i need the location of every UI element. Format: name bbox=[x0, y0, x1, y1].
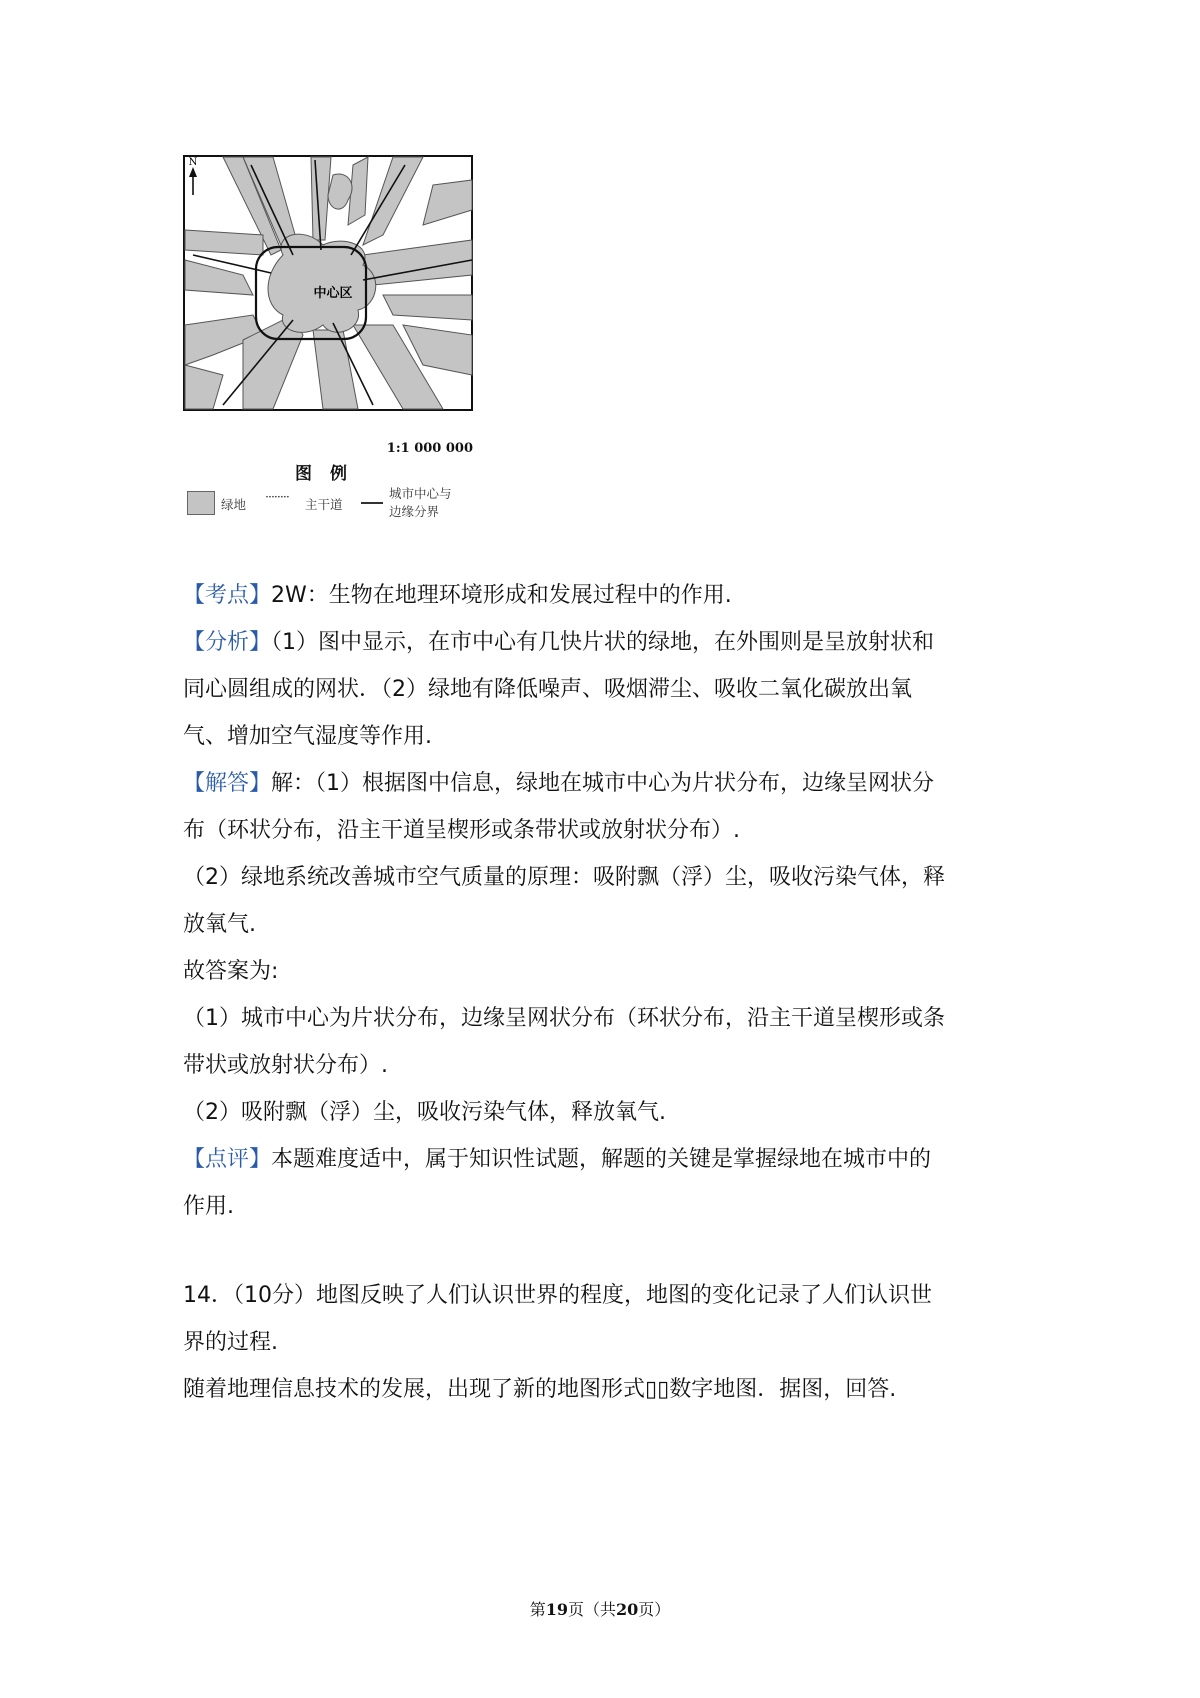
dianping-tag: 【点评】 bbox=[183, 1147, 272, 1172]
north-label: N bbox=[188, 157, 198, 168]
fenxi-text: （1）图中显示，在市中心有几快片状的绿地，在外围则是呈放射状和 bbox=[271, 630, 935, 655]
dianping-line2: 作用. bbox=[183, 1194, 234, 1219]
footer-mid: 页（共 bbox=[567, 1600, 616, 1619]
jieda-line5: 故答案为: bbox=[183, 959, 279, 984]
fenxi-tag: 【分析】 bbox=[183, 630, 272, 655]
q14-line1: 14．（10分）地图反映了人们认识世界的程度，地图的变化记录了人们认识世 bbox=[183, 1283, 932, 1308]
legend-green-label: 绿地 bbox=[221, 497, 247, 512]
question-14 bbox=[183, 1272, 1023, 1413]
map-scale: 1:1 000 000 bbox=[386, 441, 473, 456]
legend-title: 图例 bbox=[295, 464, 365, 484]
kaodian-tag: 【考点】 bbox=[183, 583, 272, 608]
q14-line3: 随着地理信息技术的发展，出现了新的地图形式▯▯数字地图．据图，回答. bbox=[183, 1377, 897, 1402]
green-swatch bbox=[187, 491, 215, 515]
footer-total-pages: 20 bbox=[616, 1600, 639, 1619]
page-footer bbox=[0, 1597, 1200, 1620]
jieda-line7: 带状或放射状分布）. bbox=[183, 1053, 388, 1078]
fenxi-line3: 气、增加空气湿度等作用. bbox=[183, 724, 432, 749]
fenxi-line1 bbox=[183, 619, 1023, 666]
legend-dots: ········ bbox=[265, 489, 289, 504]
footer-prefix: 第 bbox=[529, 1600, 546, 1619]
footer-suffix: 页） bbox=[638, 1600, 671, 1619]
jieda-line4: 放氧气. bbox=[183, 912, 256, 937]
dianping-line1 bbox=[183, 1136, 1023, 1183]
jieda-text: 解：（1）根据图中信息，绿地在城市中心为片状分布，边缘呈网状分 bbox=[271, 771, 935, 796]
kaodian-line bbox=[183, 572, 1023, 619]
jieda-tag: 【解答】 bbox=[183, 771, 272, 796]
legend-boundary-line2: 边缘分界 bbox=[389, 504, 440, 519]
legend-boundary-line bbox=[361, 502, 383, 504]
jieda-line1 bbox=[183, 760, 1023, 807]
center-label: 中心区 bbox=[313, 286, 353, 301]
footer-page-number: 19 bbox=[545, 1600, 568, 1619]
jieda-line8: （2）吸附飘（浮）尘，吸收污染气体，释放氧气. bbox=[183, 1100, 666, 1125]
q14-line2: 界的过程. bbox=[183, 1330, 278, 1355]
fenxi-line2: 同心圆组成的网状．（2）绿地有降低噪声、吸烟滞尘、吸收二氧化碳放出氧 bbox=[183, 677, 912, 702]
jieda-line2: 布（环状分布，沿主干道呈楔形或条带状或放射状分布）. bbox=[183, 818, 740, 843]
kaodian-text: 2W：生物在地理环境形成和发展过程中的作用. bbox=[271, 583, 732, 608]
map-legend bbox=[183, 485, 473, 525]
jieda-line3: （2）绿地系统改善城市空气质量的原理：吸附飘（浮）尘，吸收污染气体，释 bbox=[183, 865, 945, 890]
legend-boundary-label bbox=[389, 485, 452, 521]
map-figure bbox=[183, 155, 473, 520]
jieda-line6: （1）城市中心为片状分布，边缘呈网状分布（环状分布，沿主干道呈楔形或条 bbox=[183, 1006, 945, 1031]
dianping-text: 本题难度适中，属于知识性试题，解题的关键是掌握绿地在城市中的 bbox=[271, 1147, 932, 1172]
answer-section bbox=[183, 572, 1023, 1230]
legend-boundary-line1: 城市中心与 bbox=[389, 486, 452, 501]
legend-road-label: 主干道 bbox=[305, 497, 343, 512]
